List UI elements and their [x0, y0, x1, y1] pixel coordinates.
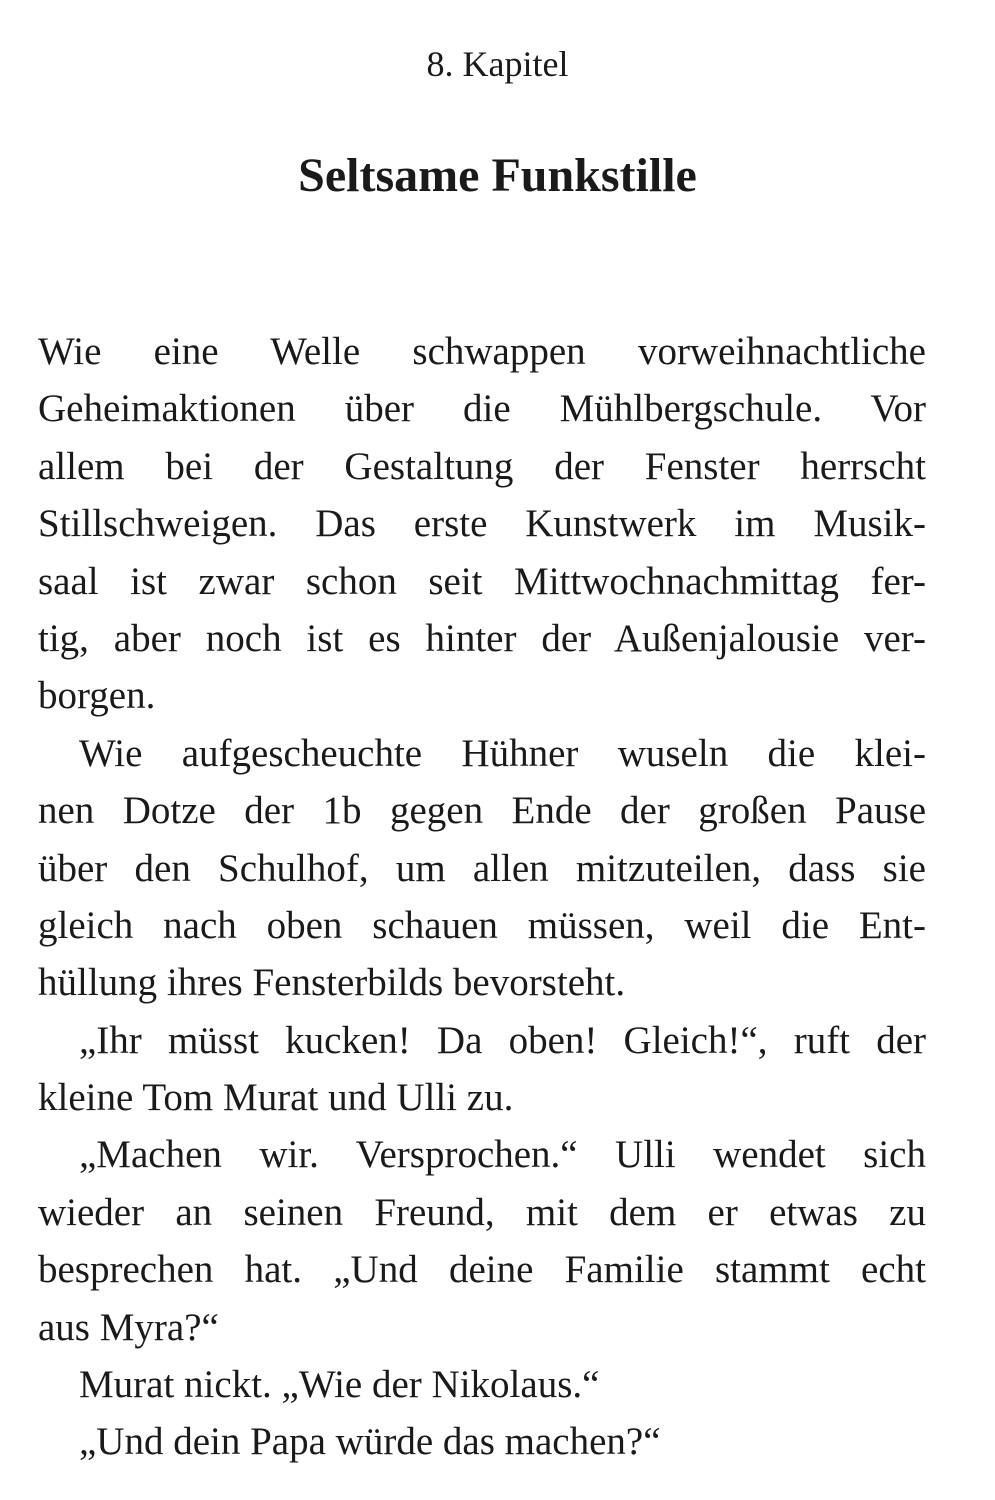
text-line: gleich nach oben schauen müssen, weil die Ent- [38, 903, 926, 947]
text-line: „Und dein Papa würde das machen?“ [79, 1420, 661, 1464]
chapter-title: Seltsame Funkstille [298, 149, 697, 202]
chapter-label: 8. Kapitel [426, 44, 569, 84]
text-line: über den Schulhof, um allen mitzuteilen, dass sie [38, 846, 926, 890]
text-line: borgen. [38, 674, 156, 718]
text-line: Geheimaktionen über die Mühlbergschule. Vor [38, 387, 926, 431]
text-line: Stillschweigen. Das erste Kunstwerk im Musik- [38, 502, 926, 546]
text-line: hüllung ihres Fensterbilds bevorsteht. [38, 961, 626, 1005]
text-line: Murat nickt. „Wie der Nikolaus.“ [79, 1363, 600, 1407]
text-line: kleine Tom Murat und Ulli zu. [38, 1076, 514, 1120]
body-text [38, 323, 926, 1471]
text-line: Wie eine Welle schwappen vorweihnachtliche [38, 330, 926, 373]
text-line: nen Dotze der 1b gegen Ende der großen Pause [38, 789, 926, 833]
text-line: „Ihr müsst kucken! Da oben! Gleich!“, ruft der [79, 1018, 926, 1062]
text-line: aus Myra?“ [38, 1305, 219, 1349]
text-line: wieder an seinen Freund, mit dem er etwas zu [38, 1190, 926, 1234]
text-line: „Machen wir. Versprochen.“ Ulli wendet sich [79, 1133, 926, 1177]
text-line: saal ist zwar schon seit Mittwochnachmittag fer- [38, 559, 926, 603]
text-line: besprechen hat. „Und deine Familie stammt echt [38, 1248, 926, 1292]
text-line: Wie aufgescheuchte Hühner wuseln die klei- [79, 731, 926, 775]
text-line: allem bei der Gestaltung der Fenster herrscht [38, 444, 926, 488]
text-line: tig, aber noch ist es hinter der Außenjalousie ver- [38, 616, 926, 660]
